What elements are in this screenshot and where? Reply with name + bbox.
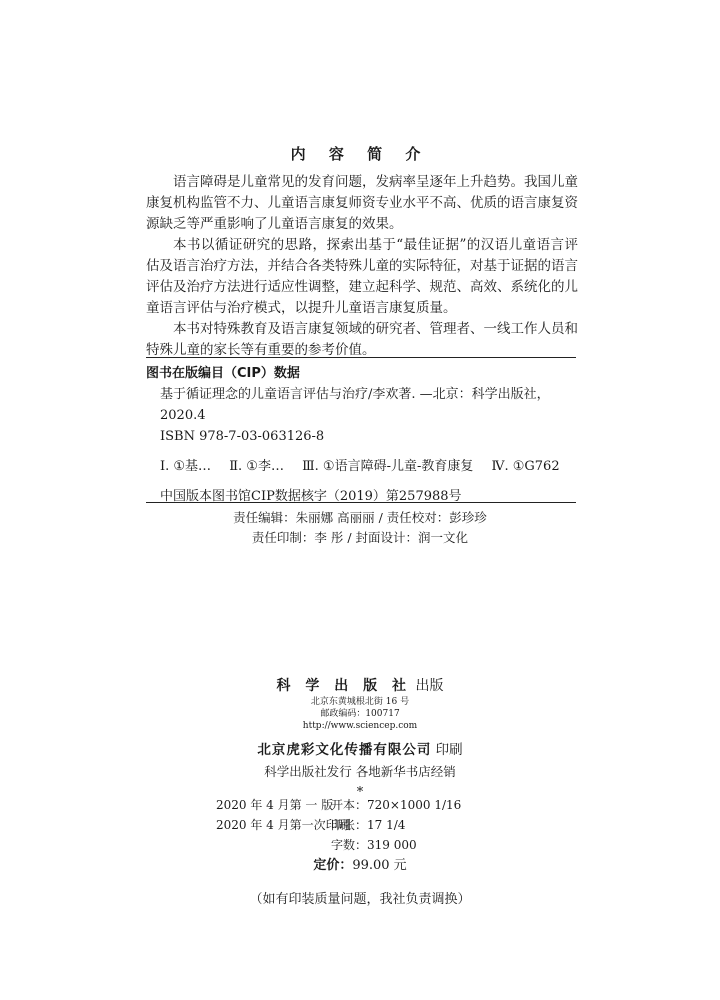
publisher-suffix: 出版 — [415, 678, 444, 694]
cip-class-item: Ⅳ. ①G762 — [491, 459, 560, 474]
publisher-postcode: 邮政编码：100717 — [320, 709, 400, 719]
publisher-url: http://www.sciencep.com — [302, 721, 418, 731]
printer-name: 北京虎彩文化传播有限公司 — [257, 742, 432, 758]
abstract — [146, 172, 578, 361]
publisher-address: 北京东黄城根北街 16 号 — [310, 697, 410, 707]
format-info: 开本：720×1000 1/16 — [331, 798, 462, 812]
abstract-paragraph: 语言障碍是儿童常见的发育问题，发病率呈逐年上升趋势。我国儿童康复机构监管不力、儿童语言康复师资专业水平不高、优质的语言康复资源缺乏等严重影响了儿童语言康复的效果。 — [146, 174, 578, 232]
printer-line — [0, 737, 720, 763]
cip-class-item: Ⅲ. ①语言障碍-儿童-教育康复 — [302, 459, 474, 474]
credits — [0, 508, 720, 548]
cip-bottom-rule — [146, 502, 576, 503]
edition-info: 2020 年 4 月第 一 版 — [216, 798, 334, 812]
price-label: 定价： — [313, 858, 353, 873]
sheets-info: 印张：17 1/4 — [331, 818, 406, 832]
abstract-paragraph: 本书对特殊教育及语言康复领域的研究者、管理者、一线工作人员和特殊儿童的家长等有重要的参考价值。 — [146, 321, 578, 358]
price-value: 99.00 元 — [352, 858, 407, 873]
cip-isbn: ISBN 978-7-03-063126-8 — [160, 429, 325, 444]
publisher-block — [0, 676, 720, 801]
word-count-row — [216, 835, 516, 855]
distribution-line: 科学出版社发行 各地新华书店经销 — [264, 764, 456, 779]
quality-note: （如有印装质量问题，我社负责调换） — [249, 892, 471, 907]
printing-info: 2020 年 4 月第一次印刷 — [216, 818, 350, 832]
cip-bibliographic-line: 基于循证理念的儿童语言评估与治疗/李欢著. —北京：科学出版社， — [160, 387, 550, 402]
cip-classification — [160, 456, 580, 477]
book-specs — [216, 795, 516, 855]
publisher-name: 科 学 出 版 社 — [276, 678, 412, 694]
cip-top-rule — [146, 357, 576, 358]
page-title: 内 容 简 介 — [290, 145, 430, 163]
abstract-paragraph: 本书以循证研究的思路，探索出基于“最佳证据”的汉语儿童语言评估及语言治疗方法，并结合各类特殊儿童的实际特征，对基于证据的语言评估及治疗方法进行适应性调整，建立起科学、规范、高效、系统化的儿童语言评估与治疗模式，以提升儿童语言康复质量。 — [146, 237, 578, 316]
printing-row — [216, 815, 516, 835]
cip-block — [160, 384, 580, 507]
separator-star: * — [356, 785, 364, 800]
credits-line: 责任印制：李 彤 / 封面设计：润一文化 — [251, 530, 469, 545]
printer-suffix: 印刷 — [435, 742, 463, 758]
cip-bibliographic-line: 2020.4 — [160, 408, 206, 423]
cip-catalog-number: 中国版本图书馆CIP数据核字（2019）第257988号 — [160, 489, 462, 504]
edition-row — [216, 795, 516, 815]
price — [0, 854, 720, 873]
cip-class-item: Ⅱ. ①李… — [229, 459, 284, 474]
cip-class-item: Ⅰ. ①基… — [160, 459, 212, 474]
cip-heading: 图书在版编目（CIP）数据 — [146, 366, 300, 381]
word-count: 字数：319 000 — [331, 838, 417, 852]
publisher-line — [0, 676, 720, 696]
credits-line: 责任编辑：朱丽娜 高丽丽 / 责任校对：彭珍珍 — [233, 510, 487, 525]
